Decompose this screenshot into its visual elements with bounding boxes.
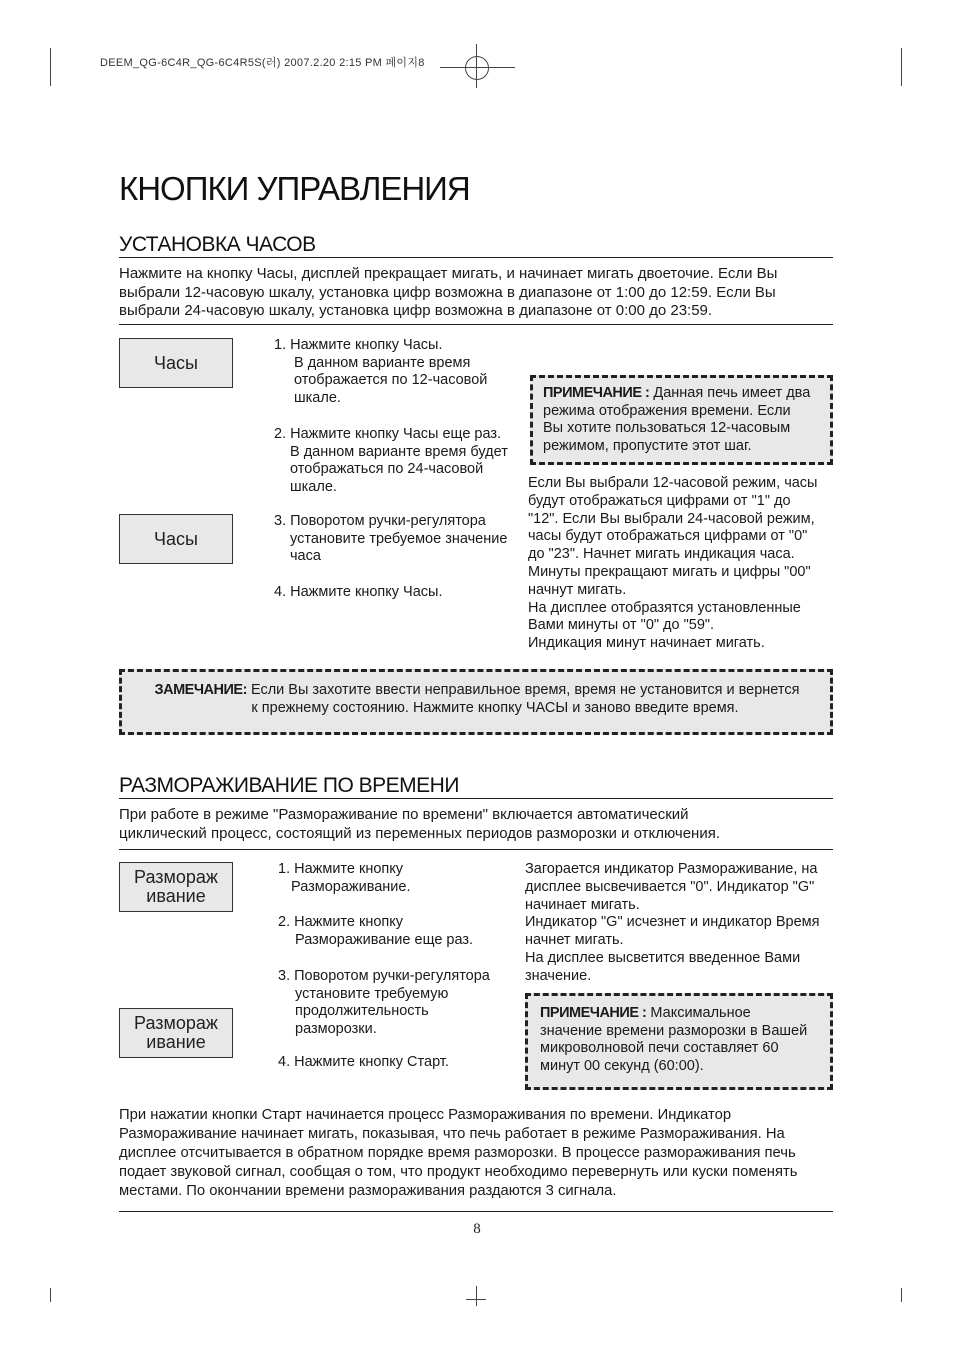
- step-text: разморозки.: [295, 1020, 377, 1037]
- step-text: Поворотом ручки-регулятора: [290, 513, 486, 529]
- clock-intro-line: Нажмите на кнопку Часы, дисплей прекращает мигать, и начинает мигать двоеточие. Если Вы: [119, 265, 778, 282]
- note-text: режима отображения времени. Если: [543, 402, 791, 419]
- description-line: будут отображаться цифрами от "1" до: [528, 492, 791, 509]
- defrost-step-1: [278, 861, 518, 896]
- clock-intro-line: выбрали 12-часовую шкалу, установка цифр возможна в диапазоне от 1:00 до 12:59. Если Вы: [119, 283, 776, 301]
- clock-step-3: [274, 513, 524, 566]
- button-label: Размораж: [134, 867, 218, 887]
- step-text: отображаться по 24-часовой: [290, 461, 484, 477]
- warning-text: Если Вы захотите ввести неправильное время, время не установится и вернется: [250, 682, 800, 698]
- outro-line: Размораживание начинает мигать, показывая, что печь работает в режиме Размораживания. На: [119, 1126, 785, 1142]
- note-text: минут 00 секунд (60:00).: [540, 1057, 704, 1074]
- step-text: Размораживание еще раз.: [295, 931, 474, 948]
- note-text: режимом, пропустите этот шаг.: [543, 437, 752, 454]
- note-text: Максимальное: [650, 1005, 751, 1021]
- warning-label: ЗАМЕЧАНИЕ:: [154, 682, 247, 698]
- step-text: Нажмите кнопку: [294, 861, 404, 877]
- step-number: 2.: [278, 914, 291, 930]
- clock-warning-box: [119, 669, 833, 735]
- note-label: ПРИМЕЧАНИЕ :: [543, 385, 650, 401]
- registration-mark-icon: [465, 56, 489, 80]
- description-line: Загорается индикатор Размораживание, на: [525, 861, 818, 877]
- step-text: шкале.: [294, 389, 341, 406]
- description-line: часы будут отображаться цифрами от "0": [528, 528, 808, 545]
- step-number: 2.: [274, 426, 287, 442]
- clock-button-diagram: Часы: [119, 338, 233, 388]
- step-text: установите требуемую: [295, 985, 449, 1002]
- defrost-intro: [119, 806, 833, 843]
- defrost-section-heading: РАЗМОРАЖИВАНИЕ ПО ВРЕМЕНИ: [119, 774, 459, 797]
- clock-description: [528, 475, 817, 653]
- defrost-button-diagram: [119, 1008, 233, 1058]
- step-text: часа: [290, 548, 321, 564]
- crop-mark-bottom-right: [901, 1288, 902, 1302]
- step-text: продолжительность: [295, 1003, 429, 1019]
- defrost-step-2: [278, 914, 518, 949]
- clock-button-diagram: Часы: [119, 514, 233, 564]
- description-line: Индикация минут начинает мигать.: [528, 635, 765, 652]
- step-number: 4.: [278, 1054, 291, 1070]
- description-line: Если Вы выбрали 12-часовой режим, часы: [528, 475, 818, 491]
- step-number: 1.: [274, 337, 287, 353]
- description-line: Вами минуты от "0" до "59".: [528, 617, 715, 634]
- defrost-intro-line: При работе в режиме "Размораживание по времени" включается автоматический: [119, 806, 689, 823]
- warning-line-1: [136, 682, 818, 700]
- section-rule: [119, 324, 833, 325]
- step-number: 1.: [278, 861, 291, 877]
- note-text: микроволновой печи составляет 60: [540, 1040, 779, 1056]
- step-text: Размораживание.: [291, 878, 411, 895]
- clock-note-box: [530, 375, 833, 465]
- step-text: отображается по 12-часовой: [294, 372, 488, 388]
- defrost-step-3: [278, 968, 518, 1038]
- step-text: Нажмите кнопку Часы.: [290, 337, 443, 353]
- registration-arc-bottom: [466, 1299, 486, 1300]
- registration-line-bottom: [476, 1286, 477, 1306]
- warning-text: к прежнему состоянию. Нажмите кнопку ЧАСЫ и заново введите время.: [251, 699, 739, 716]
- description-line: значение.: [525, 967, 592, 984]
- step-text: шкале.: [290, 478, 337, 495]
- clock-intro: [119, 265, 833, 321]
- clock-step-4: [274, 584, 524, 602]
- outro-line: дисплее отсчитывается в обратном порядке время разморозки. В процессе размораживания печь: [119, 1145, 796, 1161]
- step-text: Нажмите кнопку Часы еще раз.: [290, 426, 502, 442]
- step-text: Нажмите кнопку: [294, 914, 404, 930]
- note-label: ПРИМЕЧАНИЕ :: [540, 1005, 647, 1021]
- button-label: ивание: [146, 1032, 206, 1052]
- description-line: На дисплее высветится введенное Вами: [525, 949, 801, 966]
- section-rule: [119, 849, 833, 850]
- crop-mark-bottom-left: [50, 1288, 51, 1302]
- section-rule: [119, 798, 833, 799]
- outro-line: При нажатии кнопки Старт начинается процесс Размораживания по времени. Индикатор: [119, 1107, 732, 1123]
- button-label: ивание: [146, 886, 206, 906]
- defrost-description: [525, 861, 820, 986]
- defrost-button-diagram: [119, 862, 233, 912]
- description-line: начнет мигать.: [525, 932, 624, 949]
- defrost-step-4: [278, 1054, 518, 1072]
- description-line: дисплее высвечивается "0". Индикатор "G": [525, 878, 815, 895]
- defrost-outro: [119, 1106, 839, 1201]
- description-line: "12". Если Вы выбрали 24-часовой режим,: [528, 510, 815, 527]
- note-text: значение времени разморозки в Вашей: [540, 1022, 808, 1039]
- step-text: Поворотом ручки-регулятора: [294, 968, 490, 984]
- button-label: Размораж: [134, 1013, 218, 1033]
- step-number: 3.: [278, 968, 291, 984]
- note-text: Вы хотите пользоваться 12-часовым: [543, 420, 791, 436]
- clock-step-1: [274, 337, 514, 407]
- note-text: Данная печь имеет два: [653, 385, 811, 401]
- clock-section-heading: УСТАНОВКА ЧАСОВ: [119, 233, 316, 256]
- step-number: 4.: [274, 584, 287, 600]
- crop-mark-top-left: [50, 48, 51, 86]
- clock-step-2: [274, 426, 524, 496]
- description-line: Индикатор "G" исчезнет и индикатор Время: [525, 914, 820, 931]
- section-rule: [119, 257, 833, 258]
- crop-mark-top-right: [901, 48, 902, 86]
- registration-line-v: [476, 44, 477, 88]
- description-line: Минуты прекращают мигать и цифры "00": [528, 563, 811, 580]
- page-number: 8: [473, 1221, 481, 1237]
- registration-line: [440, 67, 515, 68]
- step-number: 3.: [274, 513, 287, 529]
- step-text: В данном варианте время: [294, 354, 471, 371]
- defrost-note-box: [525, 993, 833, 1090]
- description-line: начнут мигать.: [528, 581, 627, 598]
- step-text: установите требуемое значение: [290, 530, 508, 547]
- description-line: до "23". Начнет мигать индикация часа.: [528, 546, 795, 563]
- step-text: В данном варианте время будет: [290, 443, 508, 460]
- description-line: На дисплее отобразятся установленные: [528, 599, 801, 616]
- print-header: DEEM_QG-6C4R_QG-6C4R5S(러) 2007.2.20 2:15 PM 페이지8: [100, 57, 425, 69]
- page-title: КНОПКИ УПРАВЛЕНИЯ: [119, 170, 470, 207]
- step-text: Нажмите кнопку Часы.: [290, 584, 443, 600]
- description-line: начинает мигать.: [525, 896, 640, 913]
- defrost-intro-line: циклический процесс, состоящий из переменных периодов разморозки и отключения.: [119, 824, 720, 842]
- footer-rule: [119, 1211, 833, 1212]
- clock-intro-line: выбрали 24-часовую шкалу, установка цифр возможна в диапазоне от 0:00 до 23:59.: [119, 302, 713, 319]
- step-text: Нажмите кнопку Старт.: [294, 1054, 449, 1070]
- outro-line: подает звуковой сигнал, сообщая о том, что продукт необходимо перевернуть или куски поменять: [119, 1164, 798, 1180]
- outro-line: местами. По окончании времени размораживания раздаются 3 сигнала.: [119, 1183, 617, 1199]
